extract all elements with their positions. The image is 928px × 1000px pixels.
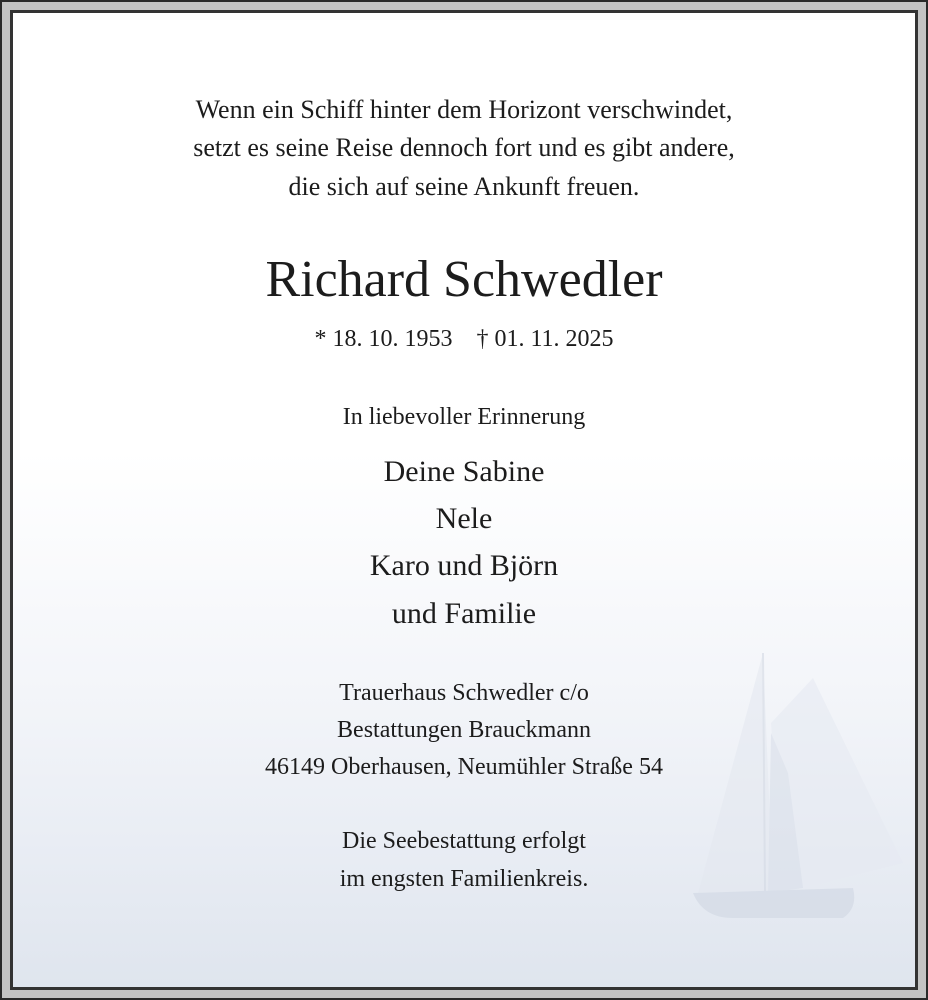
- poem-line: setzt es seine Reise dennoch fort und es gibt andere,: [193, 133, 735, 162]
- poem-line: die sich auf seine Ankunft freuen.: [288, 172, 640, 201]
- mourner-name: Deine Sabine: [383, 455, 545, 488]
- note-line: Die Seebestattung erfolgt: [342, 828, 586, 854]
- obituary-notice: [13, 13, 915, 987]
- outer-frame: [2, 2, 926, 998]
- address-line: Bestattungen Brauckmann: [337, 717, 591, 743]
- mourner-name: Karo und Björn: [369, 549, 559, 582]
- remembrance-heading: In liebevoller Erinnerung: [342, 404, 586, 430]
- mourner-name: Nele: [435, 502, 493, 535]
- address-line: 46149 Oberhausen, Neumühler Straße 54: [265, 754, 663, 780]
- life-dates: * 18. 10. 1953 † 01. 11. 2025: [314, 326, 614, 352]
- deceased-name: Richard Schwedler: [265, 251, 663, 308]
- inner-border: [10, 10, 918, 990]
- note-line: im engsten Familienkreis.: [339, 866, 589, 892]
- mourner-name: und Familie: [391, 597, 537, 630]
- address-line: Trauerhaus Schwedler c/o: [339, 680, 589, 706]
- poem-line: Wenn ein Schiff hinter dem Horizont verschwindet,: [195, 95, 733, 124]
